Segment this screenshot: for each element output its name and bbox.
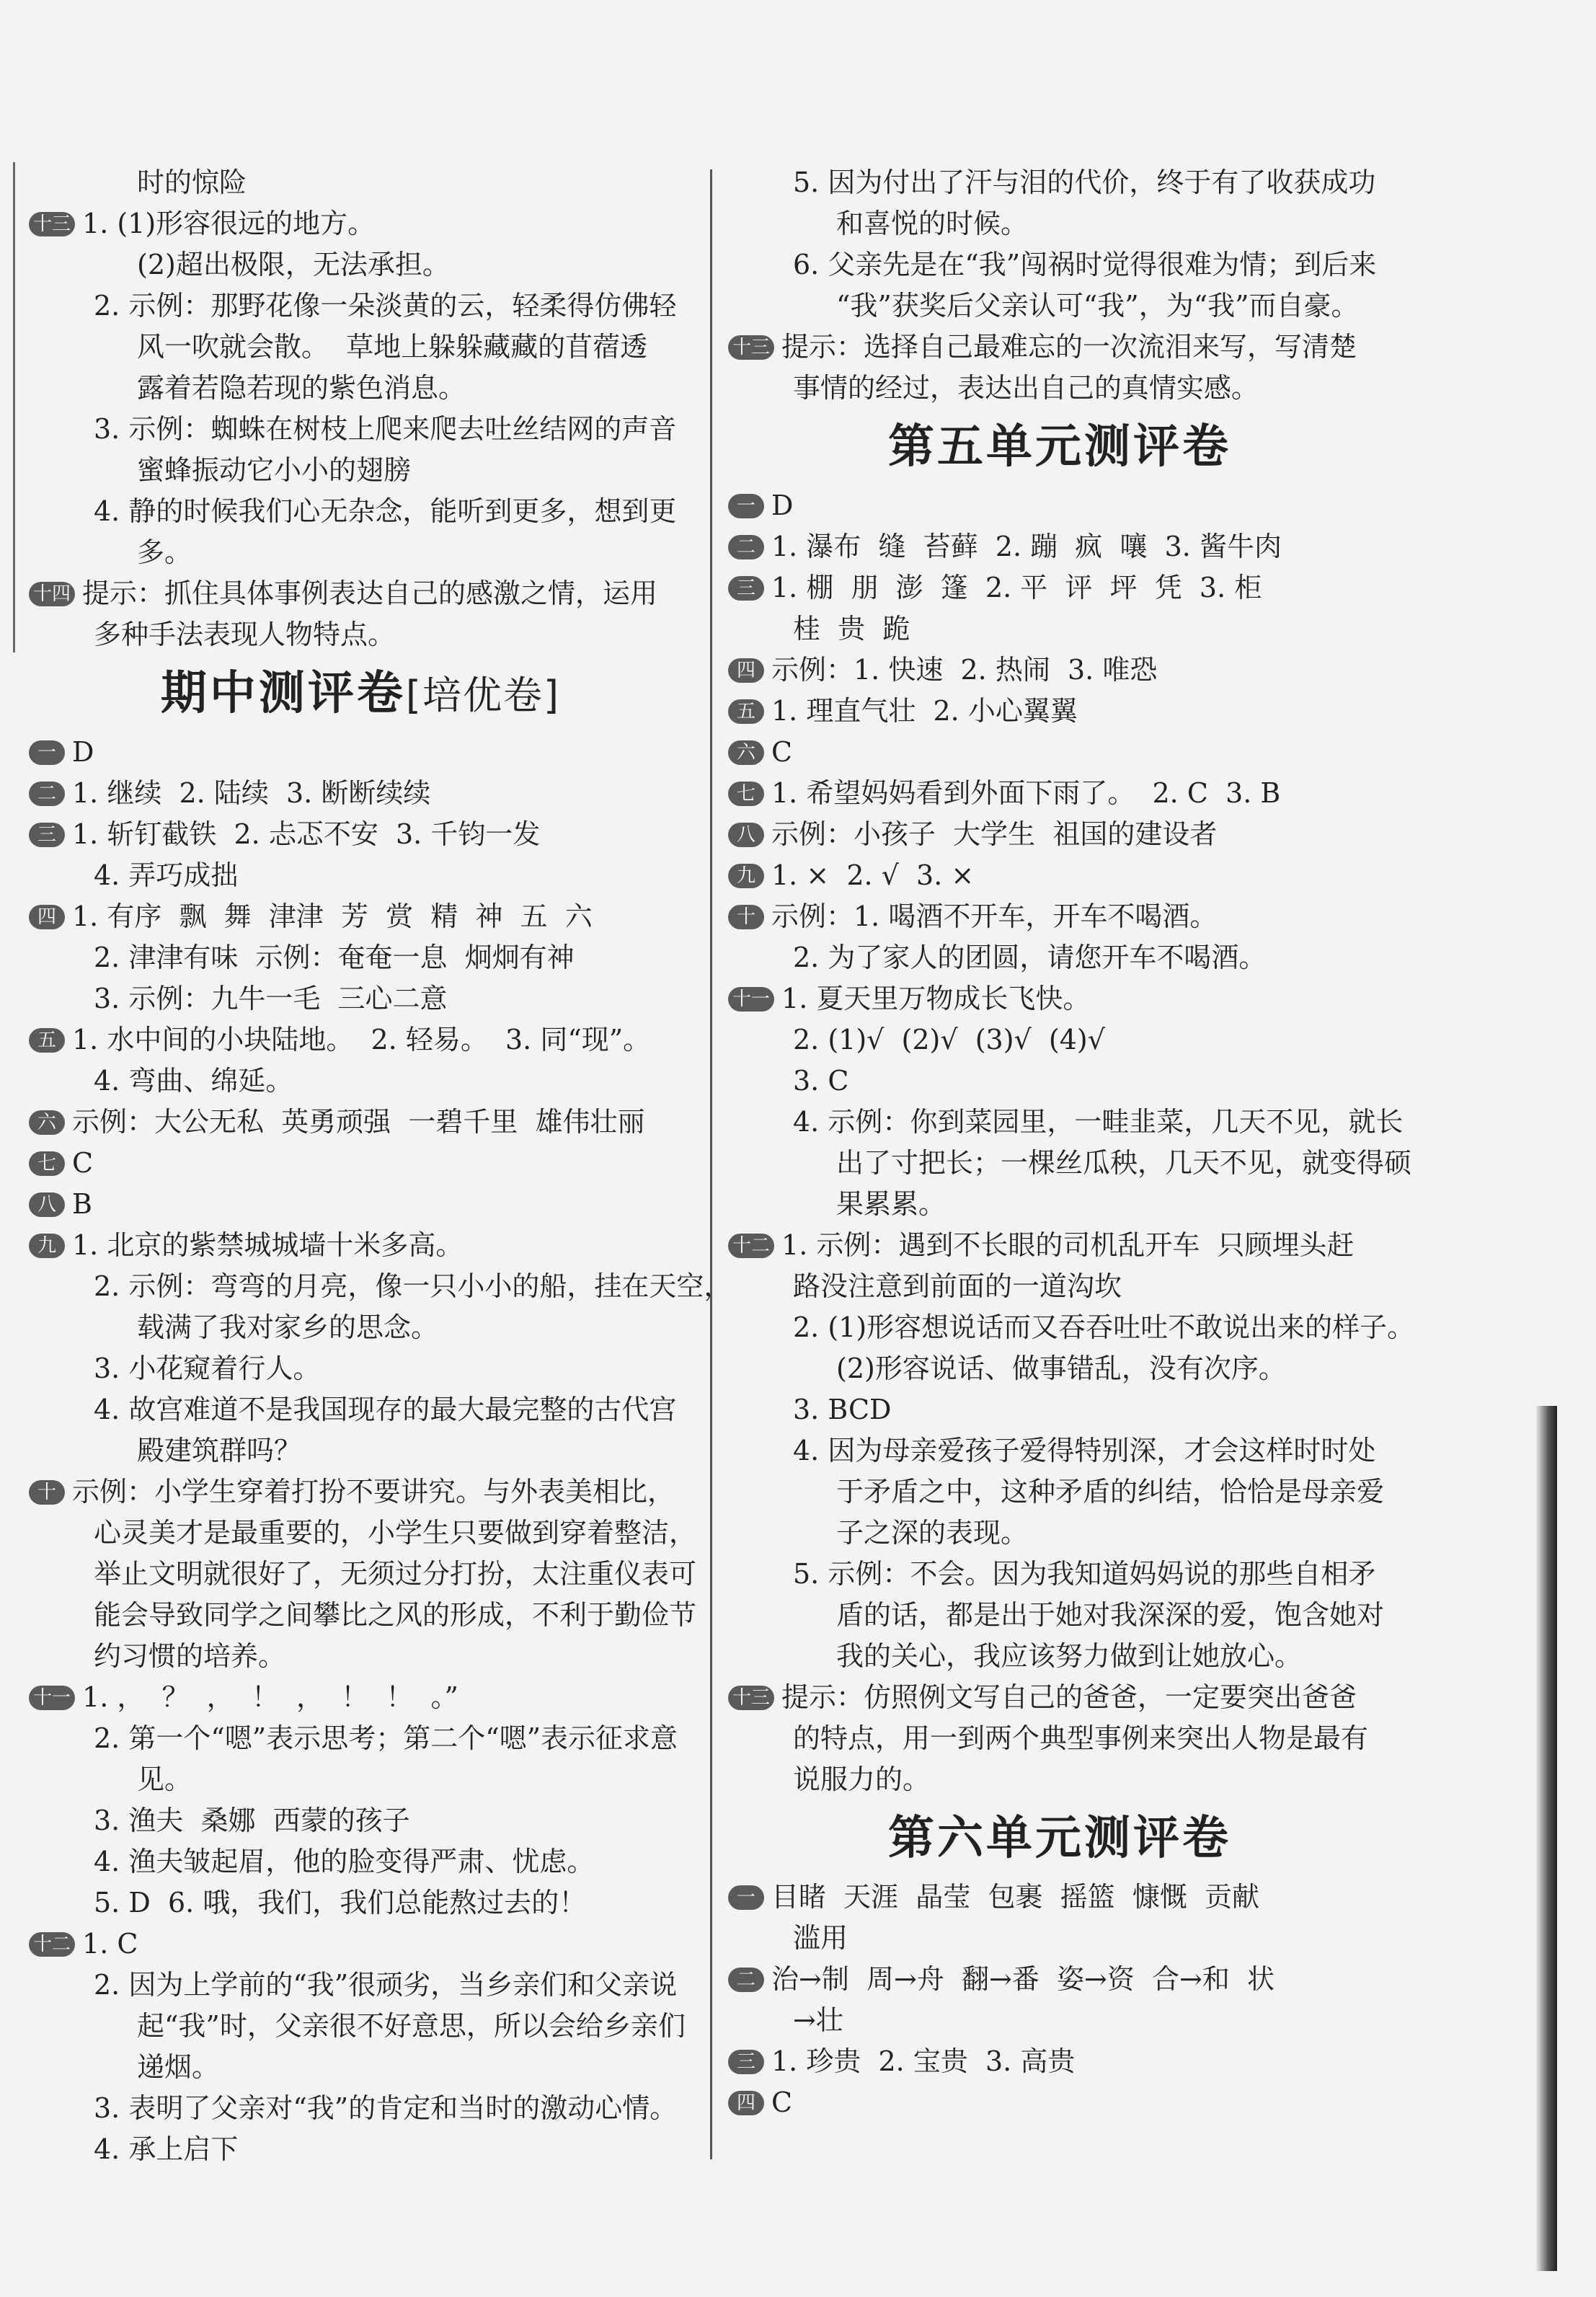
question-number-badge: 十四 (29, 582, 75, 606)
answer-line: 提示：抓住具体事例表达自己的感激之情，运用 (82, 577, 658, 609)
answer-line: 示例：小孩子 大学生 祖国的建设者 (771, 818, 1218, 850)
answer-line: 5. 示例：不会。因为我知道妈妈说的那些自相矛 (793, 1558, 1376, 1590)
answer-line: 2. 因为上学前的“我”很顽劣，当乡亲们和父亲说 (94, 1969, 678, 2001)
answer-line: “我”获奖后父亲认可“我”，为“我”而自豪。 (836, 290, 1359, 322)
answer-line: 2. 第一个“嗯”表示思考；第二个“嗯”表示征求意 (94, 1722, 678, 1754)
answer-line: 4. 弄巧成拙 (94, 859, 239, 891)
answer-line: D (72, 736, 94, 768)
answer-line: 3. 小花窥着行人。 (94, 1353, 321, 1384)
answer-line: 示例：1. 喝酒不开车，开车不喝酒。 (771, 900, 1218, 932)
answer-line: 起“我”时，父亲很不好意思，所以会给乡亲们 (137, 2010, 686, 2042)
answer-line: 我的关心，我应该努力做到让她放心。 (836, 1640, 1303, 1672)
answer-line: 果累累。 (836, 1188, 946, 1220)
section-title-bracket: [培优卷] (405, 673, 561, 718)
answer-line: 4. 因为母亲爱孩子爱得特别深，才会这样时时处 (793, 1435, 1376, 1466)
answer-line: (2)形容说话、做事错乱，没有次序。 (836, 1353, 1286, 1384)
question-number-badge: 十三 (728, 335, 774, 360)
answer-line: 3. 表明了父亲对“我”的肯定和当时的激动心情。 (94, 2092, 678, 2124)
question-number-badge: 七 (29, 1151, 65, 1176)
page-edge-shadow (1535, 1406, 1557, 2271)
answer-line: 示例：小学生穿着打扮不要讲究。与外表美相比， (72, 1476, 675, 1508)
answer-line: 见。 (137, 1763, 192, 1795)
answer-line: 1. 理直气壮 2. 小心翼翼 (771, 695, 1078, 727)
question-number-badge: 二 (728, 1968, 764, 1992)
answer-line: B (72, 1188, 92, 1220)
question-number-badge: 四 (29, 905, 65, 929)
question-number-badge: 十 (29, 1480, 65, 1505)
answer-line: 3. 示例：蜘蛛在树枝上爬来爬去吐丝结网的声音 (94, 413, 677, 445)
answer-line: 提示：选择自己最难忘的一次流泪来写，写清楚 (781, 331, 1357, 363)
question-number-badge: 八 (728, 823, 764, 847)
answer-line: 1. (1)形容很远的地方。 (82, 208, 376, 239)
answer-line: 滥用 (793, 1922, 848, 1954)
answer-line: 桂 贵 跪 (793, 613, 910, 645)
question-number-badge: 十一 (29, 1686, 75, 1710)
question-number-badge: 五 (29, 1028, 65, 1053)
answer-line: 约习惯的培养。 (94, 1640, 286, 1672)
question-number-badge: 八 (29, 1192, 65, 1217)
answer-line: 2. 为了家人的团圆，请您开车不喝酒。 (793, 942, 1267, 973)
column-divider (710, 169, 712, 2159)
answer-line: 6. 父亲先是在“我”闯祸时觉得很难为情；到后来 (793, 249, 1377, 280)
question-number-badge: 九 (728, 864, 764, 888)
section-title-unit5: 第五单元测评卷 (888, 420, 1231, 474)
answer-line: 2. 示例：那野花像一朵淡黄的云，轻柔得仿佛轻 (94, 290, 677, 322)
question-number-badge: 一 (29, 740, 65, 765)
section-title-text: 期中测评卷 (160, 667, 406, 720)
answer-line: 3. 渔夫 桑娜 西蒙的孩子 (94, 1805, 410, 1836)
answer-line: 示例：1. 快速 2. 热闹 3. 唯恐 (771, 654, 1158, 686)
question-number-badge: 十三 (728, 1686, 774, 1710)
left-margin-rule (13, 162, 15, 652)
answer-line: →壮 (793, 2004, 843, 2036)
question-number-badge: 三 (29, 823, 65, 847)
question-number-badge: 二 (728, 535, 764, 559)
answer-line: 4. 渔夫皱起眉，他的脸变得严肃、忧虑。 (94, 1846, 595, 1877)
answer-line: 2. 津津有味 示例：奄奄一息 炯炯有神 (94, 942, 575, 973)
left-column (29, 162, 732, 2170)
answer-line: 示例：大公无私 英勇顽强 一碧千里 雄伟壮丽 (72, 1106, 645, 1138)
right-column (728, 162, 1415, 2123)
answer-line: 4. 示例：你到菜园里，一畦韭菜，几天不见，就长 (793, 1106, 1404, 1138)
question-number-badge: 七 (728, 782, 764, 806)
answer-line: 1. 北京的紫禁城城墙十米多高。 (72, 1229, 464, 1261)
answer-line: 时的惊险 (137, 167, 247, 198)
question-number-badge: 一 (728, 494, 764, 518)
question-number-badge: 六 (29, 1110, 65, 1135)
answer-line: (2)超出极限，无法承担。 (137, 249, 450, 280)
answer-line: C (771, 736, 793, 768)
answer-line: 1. ， ？ ， ！ ， ！ ！ 。” (82, 1681, 458, 1713)
answer-line: 治→制 周→舟 翻→番 姿→资 合→和 状 (771, 1963, 1274, 1995)
answer-line: 事情的经过，表达出自己的真情实感。 (793, 372, 1259, 404)
answer-line: 4. 承上启下 (94, 2133, 239, 2165)
question-number-badge: 十二 (29, 1932, 75, 1957)
answer-line: 4. 弯曲、绵延。 (94, 1065, 293, 1097)
question-number-badge: 六 (728, 740, 764, 765)
answer-line: 风一吹就会散。 草地上躲躲藏藏的苜蓿透 (137, 331, 648, 363)
answer-line: 1. C (82, 1928, 138, 1960)
question-number-badge: 十 (728, 905, 764, 929)
answer-line: 1. 继续 2. 陆续 3. 断断续续 (72, 777, 431, 809)
answer-line: 心灵美才是最重要的，小学生只要做到穿着整洁， (94, 1517, 697, 1549)
answer-line: 5. 因为付出了汗与泪的代价，终于有了收获成功 (793, 167, 1376, 198)
question-number-badge: 十二 (728, 1234, 774, 1258)
answer-line: 能会导致同学之间攀比之风的形成，不利于勤俭节 (94, 1599, 697, 1631)
answer-line: 举止文明就很好了，无须过分打扮，太注重仪表可 (94, 1558, 697, 1590)
answer-line: 2. (1)√ (2)√ (3)√ (4)√ (793, 1024, 1105, 1055)
answer-line: 1. 瀑布 缝 苔藓 2. 蹦 疯 嚷 3. 酱牛肉 (771, 531, 1282, 562)
section-title-unit6: 第六单元测评卷 (888, 1812, 1231, 1865)
answer-line: 目睹 天涯 晶莹 包裹 摇篮 慷慨 贡献 (771, 1881, 1259, 1913)
answer-line: 3. C (793, 1065, 849, 1097)
answer-line: 4. 故宫难道不是我国现存的最大最完整的古代宫 (94, 1394, 677, 1425)
answer-line: 3. 示例：九牛一毛 三心二意 (94, 983, 448, 1014)
answer-line: 露着若隐若现的紫色消息。 (137, 372, 466, 404)
answer-line: 蜜蜂振动它小小的翅膀 (137, 454, 412, 486)
question-number-badge: 五 (728, 699, 764, 724)
answer-line: 和喜悦的时候。 (836, 208, 1029, 239)
question-number-badge: 三 (728, 576, 764, 601)
answer-line: 1. 希望妈妈看到外面下雨了。 2. C 3. B (771, 777, 1281, 809)
question-number-badge: 九 (29, 1234, 65, 1258)
answer-line: 的特点，用一到两个典型事例来突出人物是最有 (793, 1722, 1369, 1754)
question-number-badge: 三 (728, 2050, 764, 2074)
answer-line: C (72, 1147, 94, 1179)
question-number-badge: 四 (728, 2091, 764, 2115)
answer-line: 1. × 2. √ 3. × (771, 859, 975, 891)
answer-line: 载满了我对家乡的思念。 (137, 1311, 439, 1343)
answer-line: 1. 斩钉截铁 2. 忐忑不安 3. 千钧一发 (72, 818, 541, 850)
answer-line: 1. 示例：遇到不长眼的司机乱开车 只顾埋头赶 (781, 1229, 1355, 1261)
question-number-badge: 十三 (29, 212, 75, 236)
question-number-badge: 二 (29, 782, 65, 806)
answer-line: 多。 (137, 536, 192, 568)
answer-line: 多种手法表现人物特点。 (94, 619, 396, 650)
answer-line: 子之深的表现。 (836, 1517, 1029, 1549)
answer-line: 3. BCD (793, 1394, 892, 1425)
answer-line: 1. 珍贵 2. 宝贵 3. 高贵 (771, 2045, 1076, 2077)
answer-line: 2. (1)形容想说话而又吞吞吐吐不敢说出来的样子。 (793, 1311, 1415, 1343)
answer-line: 殿建筑群吗？ (137, 1435, 302, 1466)
answer-line: 盾的话，都是出于她对我深深的爱，饱含她对 (836, 1599, 1385, 1631)
answer-line: 于矛盾之中，这种矛盾的纠结，恰恰是母亲爱 (836, 1476, 1385, 1508)
answer-line: 1. 棚 朋 澎 篷 2. 平 评 坪 凭 3. 柜 (771, 572, 1262, 603)
answer-line: 1. 有序 飘 舞 津津 芳 赏 精 神 五 六 (72, 900, 593, 932)
answer-line: 递烟。 (137, 2051, 220, 2083)
answer-line: 说服力的。 (793, 1763, 931, 1795)
answer-line: C (771, 2086, 793, 2118)
answer-line: 出了寸把长；一棵丝瓜秧，几天不见，就变得硕 (836, 1147, 1412, 1179)
answer-line: 5. D 6. 哦，我们，我们总能熬过去的！ (94, 1887, 587, 1918)
answer-line: 2. 示例：弯弯的月亮，像一只小小的船，挂在天空， (94, 1270, 732, 1302)
answer-line: D (771, 490, 794, 521)
answer-line: 4. 静的时候我们心无杂念，能听到更多，想到更 (94, 495, 677, 527)
question-number-badge: 十一 (728, 987, 774, 1012)
answer-line: 路没注意到前面的一道沟坎 (793, 1270, 1122, 1302)
question-number-badge: 四 (728, 658, 764, 683)
answer-line: 1. 夏天里万物成长飞快。 (781, 983, 1091, 1014)
answer-line: 提示：仿照例文写自己的爸爸，一定要突出爸爸 (781, 1681, 1357, 1713)
question-number-badge: 一 (728, 1885, 764, 1910)
answer-line: 1. 水中间的小块陆地。 2. 轻易。 3. 同“现”。 (72, 1024, 651, 1055)
section-title-midterm (29, 661, 692, 726)
